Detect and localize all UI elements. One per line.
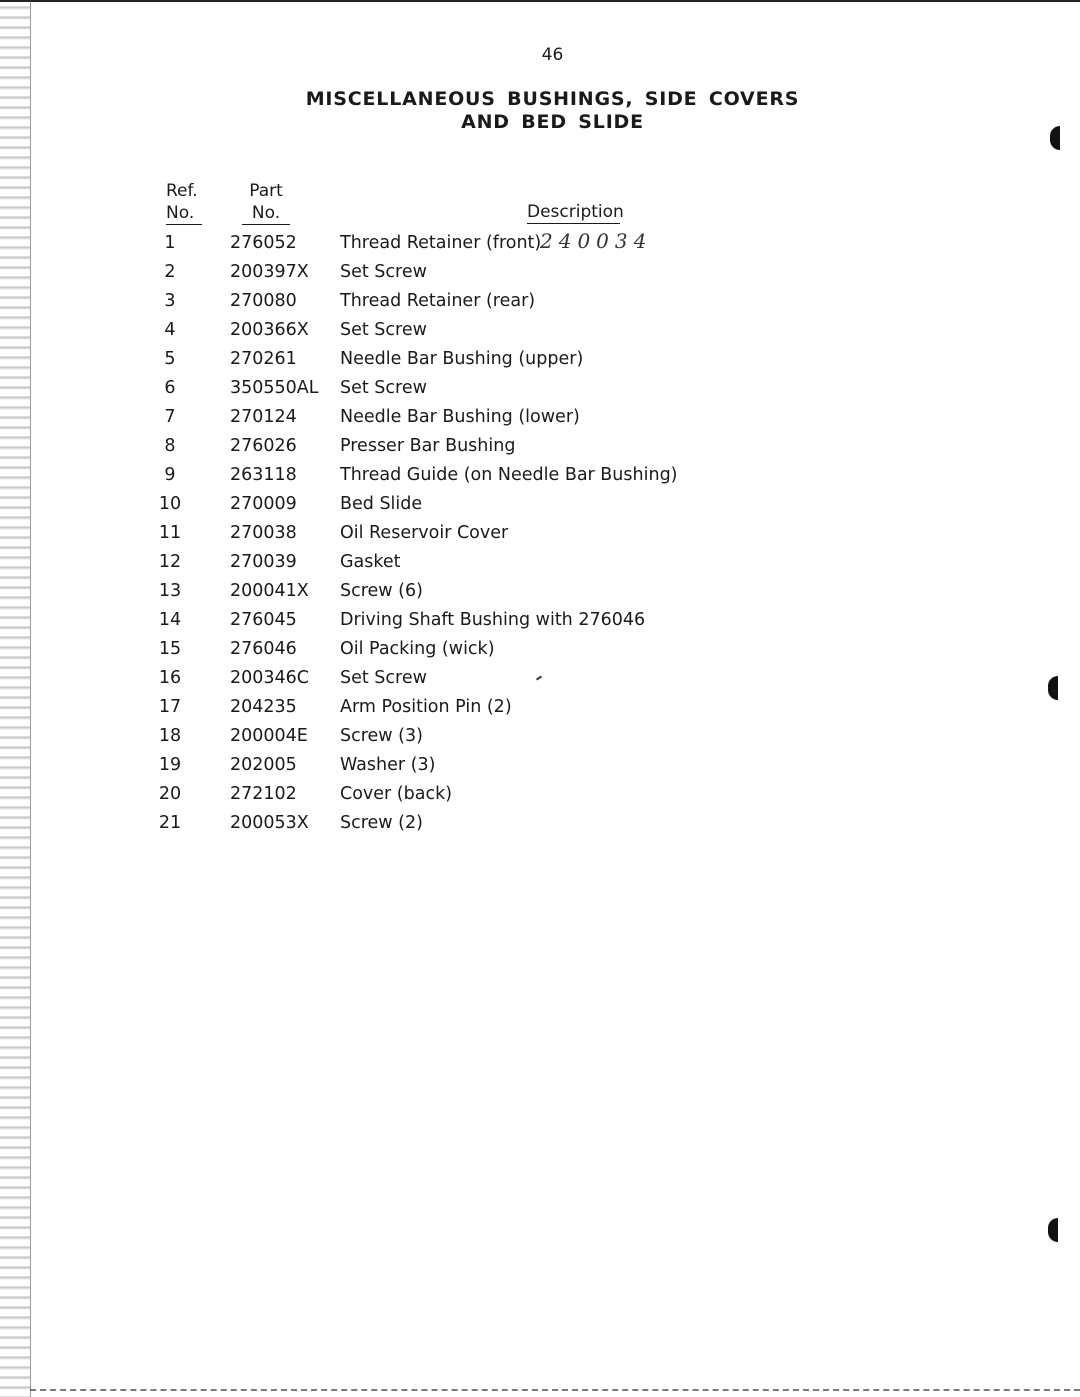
table-row [0, 519, 1080, 548]
part-description: Gasket [340, 552, 401, 572]
ref-number: 20 [158, 784, 182, 804]
table-row [0, 751, 1080, 780]
part-number: 200004E [230, 726, 308, 746]
table-row [0, 403, 1080, 432]
table-row [0, 548, 1080, 577]
table-row [0, 693, 1080, 722]
part-number: 200041X [230, 581, 309, 601]
table-row [0, 345, 1080, 374]
ref-number: 17 [158, 697, 182, 717]
column-header-ref-underline [166, 224, 202, 225]
part-description: Screw (2) [340, 813, 423, 833]
ref-number: 2 [164, 262, 176, 282]
part-description: Thread Retainer (front) [340, 233, 542, 253]
table-row [0, 229, 1080, 258]
part-number: 276046 [230, 639, 297, 659]
part-number: 270039 [230, 552, 297, 572]
table-row [0, 287, 1080, 316]
part-description: Cover (back) [340, 784, 453, 804]
part-description: Needle Bar Bushing (upper) [340, 349, 584, 369]
ref-number: 7 [164, 407, 176, 427]
part-number: 200366X [230, 320, 309, 340]
ref-number: 15 [158, 639, 182, 659]
column-header-ref [166, 180, 202, 224]
table-row [0, 316, 1080, 345]
column-header-part [242, 180, 290, 224]
column-header-part-line1: Part [249, 181, 283, 201]
part-description: Bed Slide [340, 494, 423, 514]
ref-number: 18 [158, 726, 182, 746]
column-header-ref-line1: Ref. [166, 181, 198, 201]
table-row [0, 606, 1080, 635]
page-title-line-1: MISCELLANEOUS BUSHINGS, SIDE COVERS [305, 88, 800, 110]
ref-number: 21 [158, 813, 182, 833]
ref-number: 9 [164, 465, 176, 485]
table-row [0, 432, 1080, 461]
part-description: Screw (3) [340, 726, 423, 746]
part-number: 270038 [230, 523, 297, 543]
ref-number: 8 [164, 436, 176, 456]
handwritten-note: 240034 [540, 229, 653, 253]
part-description: Arm Position Pin (2) [340, 697, 512, 717]
table-row [0, 635, 1080, 664]
part-description: Needle Bar Bushing (lower) [340, 407, 580, 427]
part-description: Oil Reservoir Cover [340, 523, 509, 543]
scan-top-border [0, 0, 1080, 2]
part-number: 202005 [230, 755, 297, 775]
table-row [0, 490, 1080, 519]
column-header-description-underline [527, 223, 620, 224]
page-number: 46 [541, 45, 564, 65]
part-number: 200053X [230, 813, 309, 833]
table-row [0, 664, 1080, 693]
part-description: Thread Retainer (rear) [340, 291, 536, 311]
part-number: 200346C [230, 668, 310, 688]
table-row [0, 780, 1080, 809]
ref-number: 13 [158, 581, 182, 601]
ref-number: 16 [158, 668, 182, 688]
scan-bottom-border [30, 1389, 1080, 1391]
table-row [0, 809, 1080, 838]
table-row [0, 258, 1080, 287]
parts-table [0, 229, 1080, 838]
part-number: 350550AL [230, 378, 319, 398]
part-number: 276045 [230, 610, 297, 630]
column-header-part-line2: No. [251, 203, 281, 223]
ref-number: 3 [164, 291, 176, 311]
ref-number: 19 [158, 755, 182, 775]
ref-number: 5 [164, 349, 176, 369]
part-description: Screw (6) [340, 581, 423, 601]
part-description: Presser Bar Bushing [340, 436, 516, 456]
column-header-part-underline [242, 224, 290, 225]
ref-number: 10 [158, 494, 182, 514]
ref-number: 4 [164, 320, 176, 340]
part-number: 276026 [230, 436, 297, 456]
part-number: 272102 [230, 784, 297, 804]
binder-hole-bottom [1048, 1218, 1058, 1242]
part-description: Washer (3) [340, 755, 436, 775]
part-number: 276052 [230, 233, 297, 253]
part-number: 204235 [230, 697, 297, 717]
ref-number: 11 [158, 523, 182, 543]
ref-number: 1 [164, 233, 176, 253]
part-description: Set Screw [340, 320, 427, 340]
part-description: Set Screw [340, 262, 427, 282]
ref-number: 14 [158, 610, 182, 630]
part-number: 270080 [230, 291, 297, 311]
table-row [0, 722, 1080, 751]
ref-number: 6 [164, 378, 176, 398]
part-description: Set Screw [340, 668, 427, 688]
part-description: Thread Guide (on Needle Bar Bushing) [340, 465, 678, 485]
table-row [0, 374, 1080, 403]
part-number: 263118 [230, 465, 297, 485]
table-row [0, 461, 1080, 490]
column-header-ref-line2: No. [166, 203, 195, 223]
part-number: 270261 [230, 349, 297, 369]
part-number: 270124 [230, 407, 297, 427]
part-description: Set Screw [340, 378, 427, 398]
page-title-line-2: AND BED SLIDE [461, 111, 644, 133]
part-number: 270009 [230, 494, 297, 514]
part-number: 200397X [230, 262, 309, 282]
part-description: Driving Shaft Bushing with 276046 [340, 610, 646, 630]
column-header-description: Description [527, 202, 624, 222]
part-description: Oil Packing (wick) [340, 639, 495, 659]
ref-number: 12 [158, 552, 182, 572]
table-row [0, 577, 1080, 606]
